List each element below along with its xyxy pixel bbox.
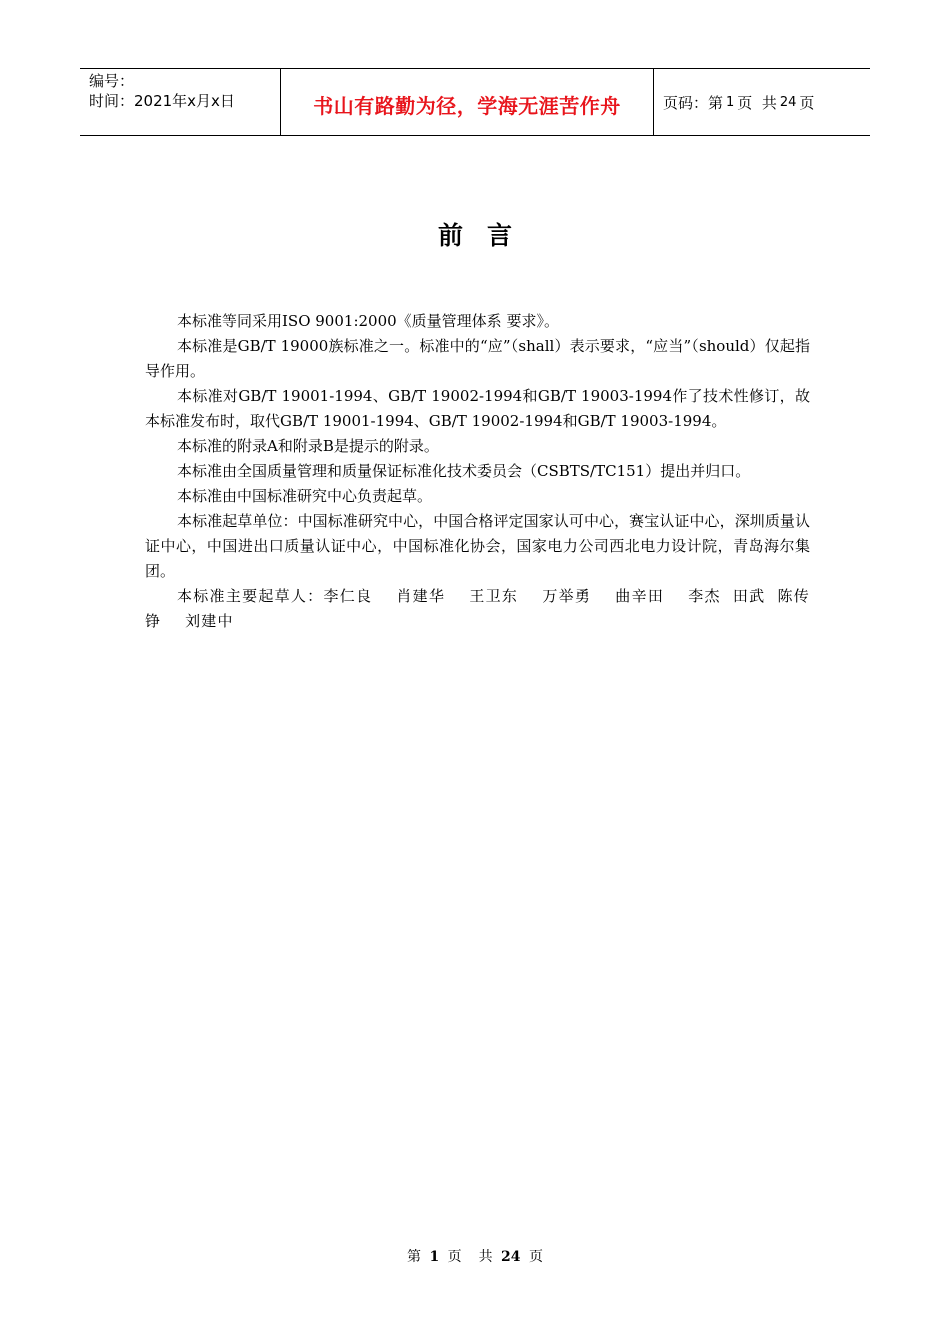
header-page-cell	[654, 69, 870, 135]
footer-page-suffix: 页	[528, 1249, 543, 1265]
paragraph-revision: 本标准对GB/T 19001-1994、GB/T 19002-1994和GB/T 19003-1994作了技术性修订，故本标准发布时，取代GB/T 19001-1994、GB/T 19002-1994和GB/T 19003-1994。	[145, 387, 810, 430]
paragraph-drafting-lead: 本标准由中国标准研究中心负责起草。	[177, 487, 433, 505]
document-number-label: 编号：	[89, 72, 135, 90]
header-page-suffix: 页	[799, 93, 815, 112]
header-page-current: 1	[726, 94, 735, 110]
header-motto: 书山有路勤为径，学海无涯苦作舟	[313, 93, 621, 118]
header-motto-cell	[281, 69, 654, 135]
page-footer	[0, 1246, 950, 1266]
page-title: 前言	[437, 221, 536, 250]
header-page-prefix: 页码：第	[663, 93, 724, 112]
paragraph-main-drafters: 本标准主要起草人：李仁良 肖建华 王卫东 万举勇 曲辛田 李杰 田武 陈传铮 刘建中	[145, 587, 810, 630]
header-page-total: 24	[779, 94, 797, 110]
footer-page-current: 1	[429, 1249, 440, 1265]
header-page-middle: 页 共	[737, 93, 777, 112]
page-header	[80, 68, 870, 136]
paragraph-standard-family: 本标准是GB/T 19000族标准之一。标准中的“应”（shall）表示要求，“应当”（should）仅起指导作用。	[145, 337, 810, 380]
footer-page-total: 24	[501, 1249, 521, 1265]
paragraph-drafting-units: 本标准起草单位：中国标准研究中心，中国合格评定国家认可中心，赛宝认证中心，深圳质量认证中心，中国进出口质量认证中心，中国标准化协会，国家电力公司西北电力设计院，青岛海尔集团。	[145, 512, 810, 580]
paragraph-proposer: 本标准由全国质量管理和质量保证标准化技术委员会（CSBTS/TC151）提出并归口。	[177, 462, 751, 480]
header-meta-cell	[80, 69, 281, 135]
paragraph-appendix: 本标准的附录A和附录B是提示的附录。	[177, 437, 439, 455]
footer-page-prefix: 第	[407, 1249, 422, 1265]
paragraph-iso-adoption: 本标准等同采用ISO 9001:2000《质量管理体系 要求》。	[177, 312, 559, 330]
document-body	[145, 309, 810, 634]
footer-page-middle: 页 共	[447, 1249, 493, 1265]
document-date-label: 时间：2021年x月x日	[89, 92, 235, 110]
